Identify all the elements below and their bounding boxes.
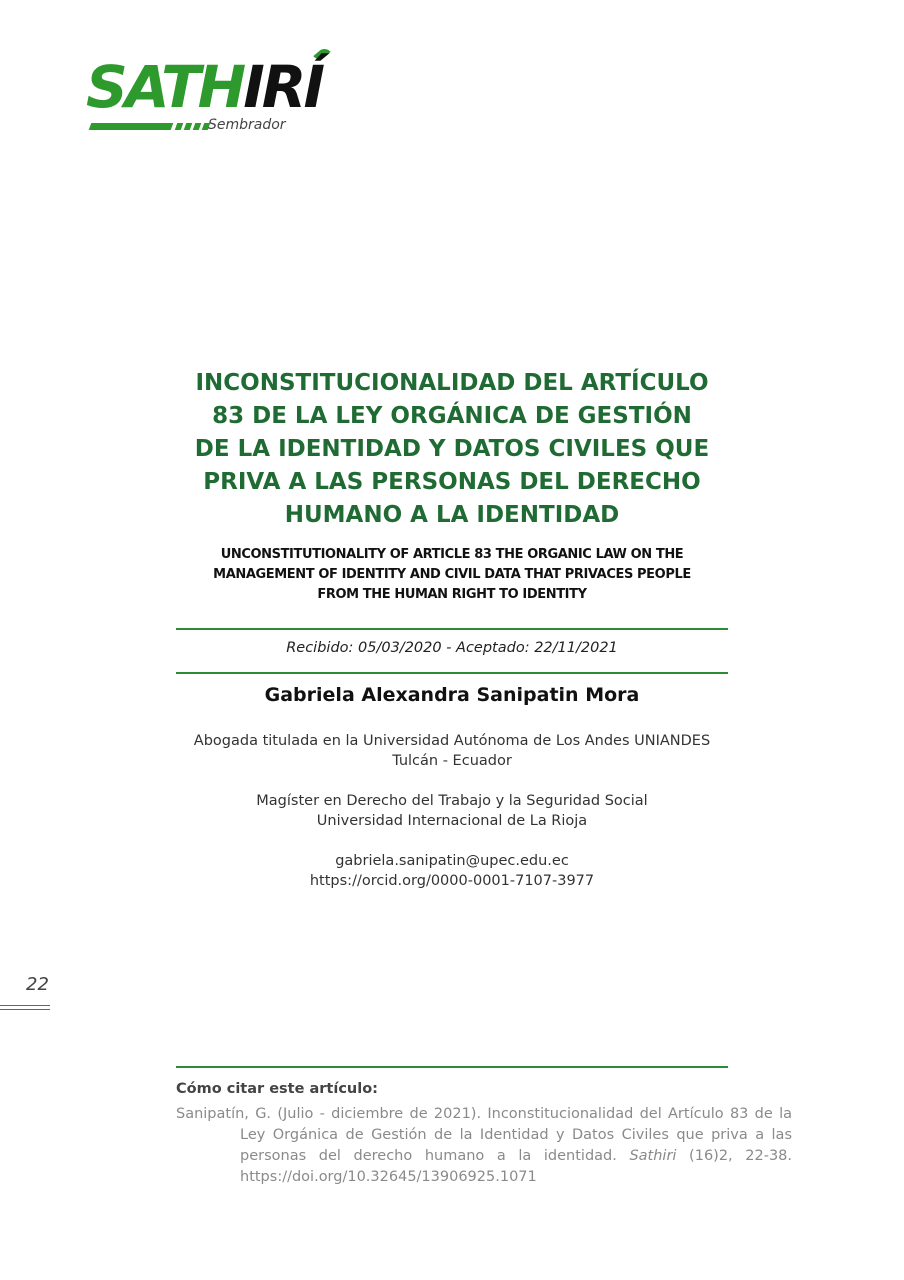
author-name: Gabriela Alexandra Sanipatin Mora — [264, 684, 640, 706]
author-affiliation-masters: Magíster en Derecho del Trabajo y la Seguridad Social Universidad Internacional de La Rioja — [256, 793, 648, 829]
citation-text: Sanipatín, G. (Julio - diciembre de 2021). Inconstitucionalidad del Artículo 83 de la Ley Orgánica de Gestión de la Identidad y Datos Civiles que priva a las personas del derecho humano a la identidad. Sathiri (16)2, 22-38. https://doi.org/10.32645/13906925.1071 — [176, 1106, 793, 1185]
citation-heading: Cómo citar este artículo: — [176, 1081, 378, 1097]
divider-bottom — [176, 672, 728, 674]
logo-dashes — [176, 123, 209, 130]
page-number-rule — [0, 1005, 50, 1006]
page-number-rule — [0, 1009, 50, 1010]
received-accepted-dates: Recibido: 05/03/2020 - Aceptado: 22/11/2021 — [286, 640, 618, 656]
citation-divider — [176, 1066, 728, 1068]
article-title-en: UNCONSTITUTIONALITY OF ARTICLE 83 THE ORGANIC LAW ON THE MANAGEMENT OF IDENTITY AND CIVIL DATA THAT PRIVACES PEOPLE FROM THE HUMAN RIGHT TO IDENTITY — [213, 547, 691, 602]
author-email[interactable]: gabriela.sanipatin@upec.edu.ec — [335, 853, 569, 869]
logo-wordmark: SATHIRÍ — [86, 53, 323, 121]
journal-logo — [86, 46, 336, 138]
article-title-es: INCONSTITUCIONALIDAD DEL ARTÍCULO 83 DE LA LEY ORGÁNICA DE GESTIÓN DE LA IDENTIDAD Y DATOS CIVILES QUE PRIVA A LAS PERSONAS DEL DERECHO HUMANO A LA IDENTIDAD — [194, 370, 710, 528]
divider-top — [176, 628, 728, 630]
author-orcid-link[interactable]: https://orcid.org/0000-0001-7107-3977 — [309, 873, 595, 889]
logo-underline — [89, 123, 174, 130]
author-contact — [150, 851, 754, 891]
page-number: 22 — [26, 974, 49, 995]
logo-subtitle: Sembrador — [208, 117, 286, 133]
author-affiliation-degree: Abogada titulada en la Universidad Autónoma de Los Andes UNIANDES Tulcán - Ecuador — [193, 733, 711, 769]
journal-name: Sathiri — [629, 1148, 677, 1164]
